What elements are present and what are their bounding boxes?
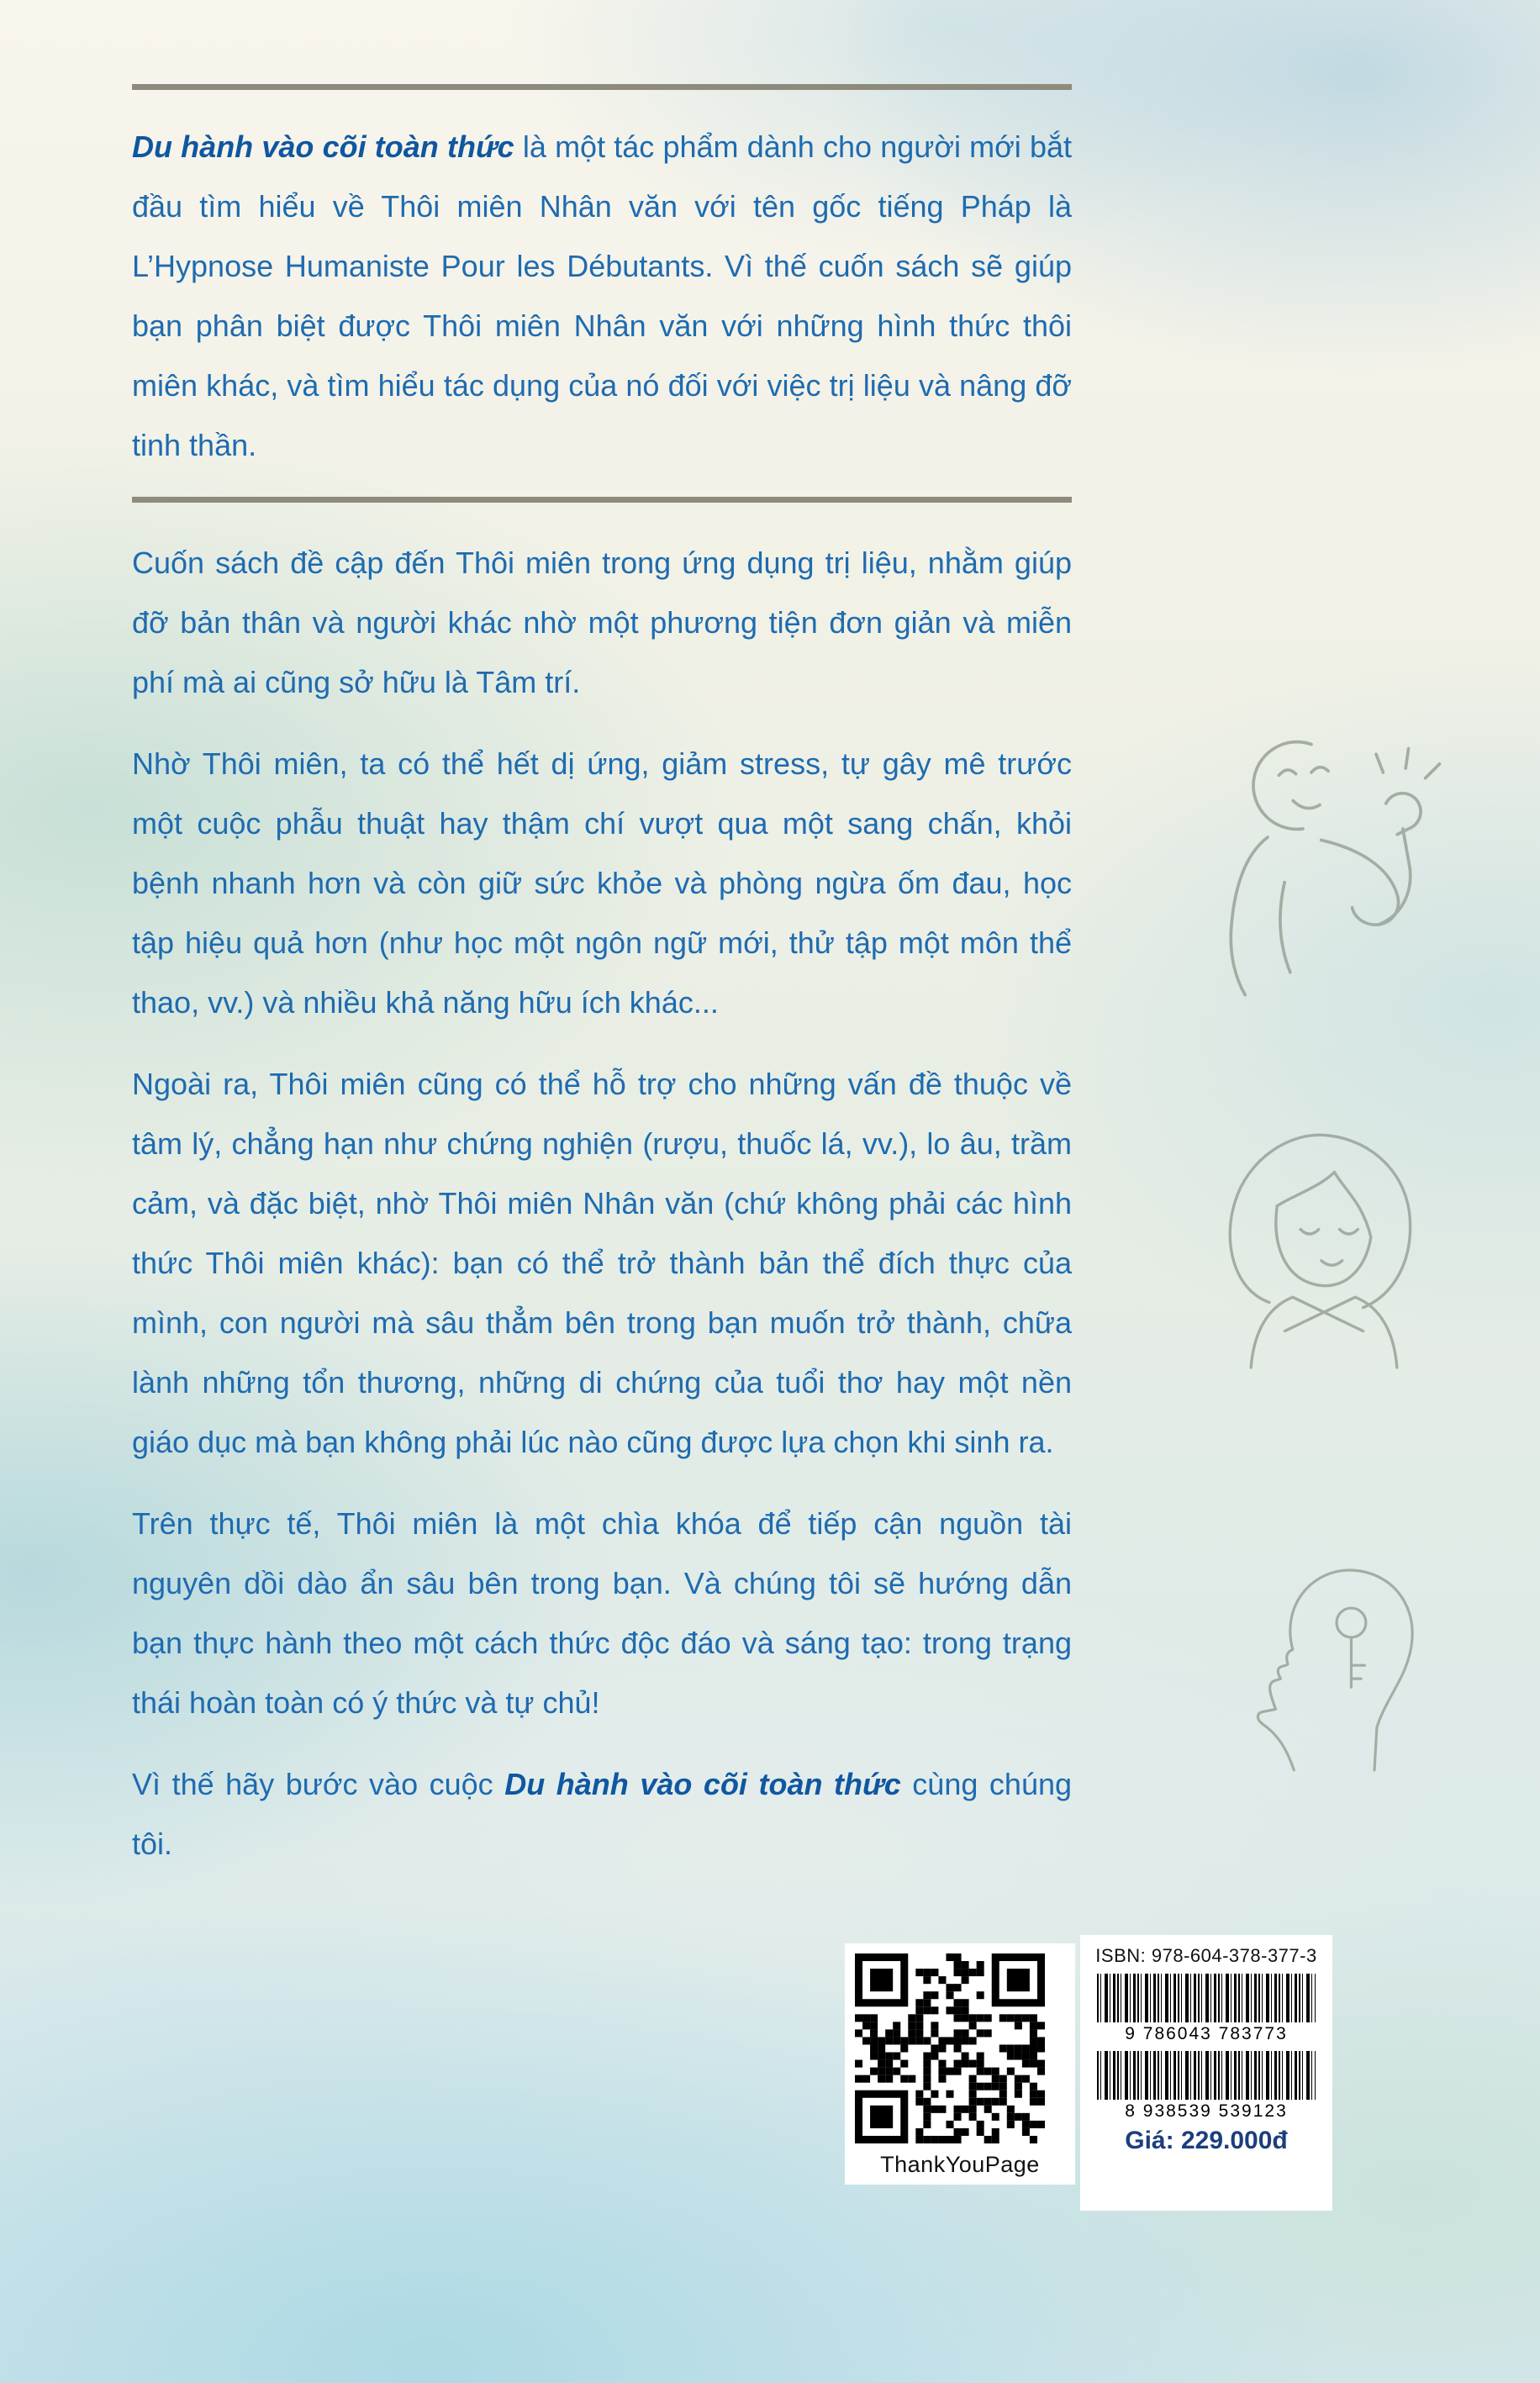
isbn-text: ISBN: 978-604-378-377-3 (1095, 1945, 1317, 1966)
cta-pre-text: Vì thế hãy bước vào cuộc (132, 1767, 505, 1801)
divider-top (132, 84, 1072, 90)
cta-post-text: cùng chúng tôi. (132, 1767, 1073, 1861)
book-title-inline: Du hành vào cõi toàn thức (132, 129, 514, 164)
qr-panel (845, 1943, 1075, 2185)
qr-label: ThankYouPage (880, 2152, 1040, 2177)
head-with-key-figure-icon (1204, 1548, 1448, 1792)
paragraph-intro (132, 117, 1072, 475)
barcode-1-digits: 9 786043 783773 (1125, 2024, 1288, 2043)
barcode-2-digits: 8 938539 539123 (1125, 2101, 1288, 2121)
book-title-inline-2: Du hành vào cõi toàn thức (504, 1767, 901, 1801)
text-column (132, 84, 1072, 1895)
qr-code (855, 1953, 1045, 2143)
price-text: Giá: 229.000đ (1125, 2127, 1288, 2154)
divider-mid (132, 497, 1072, 503)
paragraph-key-message: Trên thực tế, Thôi miên là một chìa khóa để tiếp cận nguồn tài nguyên dồi dào ẩn sâu bên trong bạn. Và chúng tôi sẽ hướng dẫn bạn thực hành theo một cách thức độc đáo và sáng tạo: trong trạng thái hoàn toàn có ý thức và tự chủ! (132, 1506, 1072, 1720)
paragraph-benefits: Nhờ Thôi miên, ta có thể hết dị ứng, giảm stress, tự gây mê trước một cuộc phẫu thuật hay thậm chí vượt qua một sang chấn, khỏi bệnh nhanh hơn và còn giữ sức khỏe và phòng ngừa ốm đau, học tập hiệu quả hơn (như học một ngôn ngữ mới, thử tập một môn thể thao, vv.) và nhiều khả năng hữu ích khác... (132, 746, 1072, 1020)
barcode-1 (1097, 1974, 1316, 2022)
paragraph-therapy: Cuốn sách đề cập đến Thôi miên trong ứng dụng trị liệu, nhằm giúp đỡ bản thân và người khác nhờ một phương tiện đơn giản và miễn phí mà ai cũng sở hữu là Tâm trí. (132, 546, 1072, 699)
paragraph-intro-text: là một tác phẩm dành cho người mới bắt đầu tìm hiểu về Thôi miên Nhân văn với tên gốc tiếng Pháp là L’Hypnose Humaniste Pour les Débutants. Vì thế cuốn sách sẽ giúp bạn phân biệt được Thôi miên Nhân văn với những hình thức thôi miên khác, và tìm hiểu tác dụng của nó đối với việc trị liệu và nâng đỡ tinh thần. (132, 129, 1072, 462)
flexing-arm-figure-icon (1173, 716, 1458, 998)
barcode-panel (1080, 1935, 1332, 2211)
self-hug-woman-figure-icon (1194, 1101, 1454, 1379)
paragraph-psychology: Ngoài ra, Thôi miên cũng có thể hỗ trợ cho những vấn đề thuộc về tâm lý, chẳng hạn như chứng nghiện (rượu, thuốc lá, vv.), lo âu, trầm cảm, và đặc biệt, nhờ Thôi miên Nhân văn (chứ không phải các hình thức Thôi miên khác): bạn có thể trở thành bản thể đích thực của mình, con người mà sâu thẳm bên trong bạn muốn trở thành, chữa lành những tổn thương, những di chứng của tuổi thơ hay một nền giáo dục mà bạn không phải lúc nào cũng được lựa chọn khi sinh ra. (132, 1067, 1072, 1459)
paragraph-call-to-action (132, 1754, 1072, 1874)
barcode-2 (1097, 2051, 1316, 2100)
